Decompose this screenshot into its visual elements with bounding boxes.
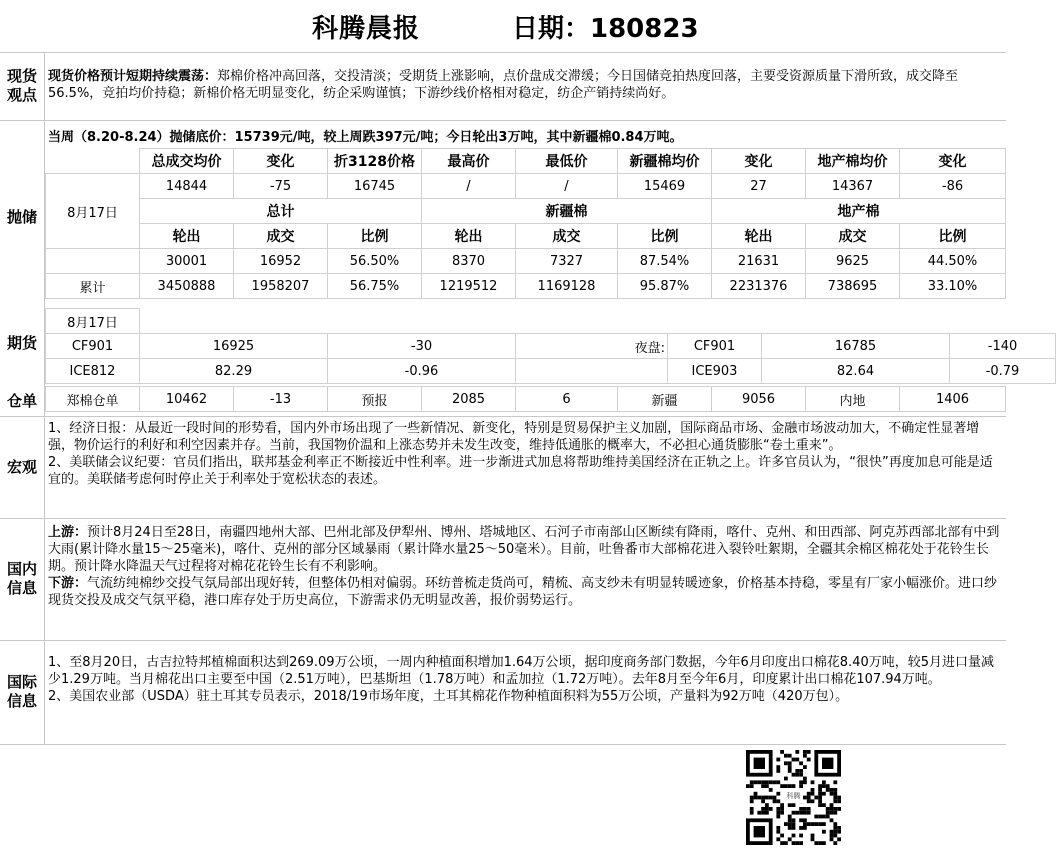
- reserve-cell: 738695: [806, 274, 900, 299]
- reserve-subhead: 轮出: [422, 224, 516, 249]
- reserve-head-cell: 变化: [900, 149, 1006, 174]
- warehouse-cell: 1406: [900, 387, 1006, 412]
- domestic-text: [48, 524, 1000, 609]
- reserve-cell: 56.50%: [328, 249, 422, 274]
- futures-change: -140: [950, 334, 1056, 359]
- reserve-head-cell: 最低价: [516, 149, 618, 174]
- downstream-label: 下游：: [48, 576, 88, 591]
- reserve-subhead: 轮出: [140, 224, 234, 249]
- futures-date: 8月17日: [46, 309, 140, 334]
- reserve-head-cell: 地产棉均价: [806, 149, 900, 174]
- futures-contract: ICE903: [668, 359, 762, 384]
- intl-text: [48, 654, 1000, 705]
- reserve-date: 8月17日: [46, 174, 140, 249]
- reserve-head-cell: 变化: [234, 149, 328, 174]
- warehouse-cell: 预报: [328, 387, 422, 412]
- empty-cell: [46, 149, 140, 174]
- reserve-subhead: 比例: [900, 224, 1006, 249]
- reserve-cell: 15469: [618, 174, 712, 199]
- reserve-head-cell: 变化: [712, 149, 806, 174]
- reserve-head-cell: 折3128价格: [328, 149, 422, 174]
- reserve-value-row: [46, 174, 1006, 199]
- futures-change: -30: [328, 334, 516, 359]
- report-header: [0, 0, 1006, 53]
- reserve-cell: 30001: [140, 249, 234, 274]
- empty-cell: [46, 249, 140, 274]
- warehouse-cell: 10462: [140, 387, 234, 412]
- futures-table: [45, 308, 1056, 384]
- macro-paragraph: 2、美联储会议纪要：官员们指出，联邦基金利率正不断接近中性利率。进一步渐进式加息将帮助维持美国经济在正轨之上。许多官员认为，“很快”再度加息可能是适宜的。美联储考虑何时停止关于利率处于宽松状态的表述。: [48, 455, 993, 487]
- reserve-cum-row: [46, 274, 1006, 299]
- reserve-head-row: [46, 149, 1006, 174]
- reserve-cell: 9625: [806, 249, 900, 274]
- warehouse-table: [45, 386, 1006, 412]
- spot-body: 郑棉价格冲高回落，交投清淡；受期货上涨影响，点价盘成交滞缓；今日国储竞拍热度回落，主要受资源质量下滑所致，成交降至56.5%，竞拍均价持稳；新棉价格无明显变化，纺企采购谨慎；下游纱线价格相对稳定，纺企产销持续尚好。: [48, 69, 959, 101]
- night-label: 夜盘:: [516, 334, 668, 359]
- downstream-text: 气流纺纯棉纱交投气氛局部出现好转，但整体仍相对偏弱。环纺普梳走货尚可，精梳、高支纱未有明显转暖迹象，价格基本持稳，零星有厂家小幅涨价。进口纱现货交投及成交气氛平稳，港口库存处于历史高位，下游需求仍无明显改善，报价弱势运行。: [48, 576, 998, 608]
- reserve-subhead: 比例: [328, 224, 422, 249]
- reserve-cell: 8370: [422, 249, 516, 274]
- spot-lead: 现货价格预计短期持续震荡：: [48, 69, 218, 84]
- futures-contract: ICE812: [46, 359, 140, 384]
- domestic-label: 国内 信息: [0, 518, 45, 640]
- empty-cell: [516, 359, 668, 384]
- domestic-downstream: [48, 575, 1000, 609]
- reserve-cell: 7327: [516, 249, 618, 274]
- reserve-head-cell: 新疆棉均价: [618, 149, 712, 174]
- futures-price: 82.64: [762, 359, 950, 384]
- reserve-cell: -75: [234, 174, 328, 199]
- reserve-cell: 2231376: [712, 274, 806, 299]
- domestic-upstream: [48, 524, 1000, 575]
- reserve-cell: 16952: [234, 249, 328, 274]
- macro-label: 宏观: [0, 416, 45, 518]
- reserve-cum-label: 累计: [46, 274, 140, 299]
- futures-change: -0.96: [328, 359, 516, 384]
- intl-label: 国际 信息: [0, 640, 45, 744]
- reserve-cell: 14367: [806, 174, 900, 199]
- futures-row: [46, 334, 1056, 359]
- reserve-cell: 95.87%: [618, 274, 712, 299]
- intl-section: [0, 640, 1006, 745]
- reserve-subhead: 成交: [234, 224, 328, 249]
- reserve-cell: 27: [712, 174, 806, 199]
- qr-code-graphic: [742, 750, 846, 846]
- macro-text: [48, 420, 1000, 488]
- spot-text: [48, 68, 1000, 102]
- reserve-cell: 21631: [712, 249, 806, 274]
- report-date: 日期：180823: [512, 14, 699, 44]
- reserve-cell: 1169128: [516, 274, 618, 299]
- upstream-text: 预计8月24日至28日，南疆四地州大部、巴州北部及伊犁州、博州、塔城地区、石河子市南部山区断续有降雨，喀什、克州、和田西部、阿克苏西部北部有中到大雨(累计降水量15～25毫米)，喀什、克州的部分区域暴雨（累计降水量25～50毫米）。目前，吐鲁番市大部棉花进入裂铃吐絮期，全疆其余棉区棉花处于花铃生长期。预计降水降温天气过程将对棉花花铃生长有不利影响。: [48, 525, 1000, 574]
- reserve-subhead: 比例: [618, 224, 712, 249]
- reserve-subhead: 成交: [806, 224, 900, 249]
- futures-price: 16785: [762, 334, 950, 359]
- reserve-cell: 16745: [328, 174, 422, 199]
- reserve-cell: 44.50%: [900, 249, 1006, 274]
- reserve-group-row: [46, 199, 1006, 224]
- futures-contract: CF901: [668, 334, 762, 359]
- intl-paragraph: 1、至8月20日，古吉拉特邦植棉面积达到269.09万公顷，一周内种植面积增加1.64万公顷，据印度商务部门数据，今年6月印度出口棉花8.40万吨，较5月进口量减少1.29万吨。当月棉花出口主要至中国（2.51万吨），巴基斯坦（1.78万吨）和孟加拉（1.72万吨）。去年8月至今年6月，印度累计出口棉花107.94万吨。: [48, 655, 995, 687]
- group-local: 地产棉: [712, 199, 1006, 224]
- spot-section: [0, 52, 1006, 121]
- reserve-subhead-row: [46, 224, 1006, 249]
- warehouse-cell: 新疆: [618, 387, 712, 412]
- reserve-cell: /: [422, 174, 516, 199]
- warehouse-row: [46, 387, 1006, 412]
- warehouse-cell: -13: [234, 387, 328, 412]
- reserve-today-row: [46, 249, 1006, 274]
- reserve-head-cell: 总成交均价: [140, 149, 234, 174]
- macro-paragraph: 1、经济日报：从最近一段时间的形势看，国内外市场出现了一些新情况、新变化，特别是贸易保护主义加剧，国际商品市场、金融市场波动加大，不确定性显著增强，物价运行的利好和利空因素并存。当前，我国物价温和上涨态势并未发生改变，维持低通胀的概率大，不必担心通货膨胀“卷土重来”。: [48, 421, 980, 453]
- reserve-cell: /: [516, 174, 618, 199]
- reserve-subhead: 轮出: [712, 224, 806, 249]
- futures-contract: CF901: [46, 334, 140, 359]
- futures-price: 16925: [140, 334, 328, 359]
- futures-change: -0.79: [950, 359, 1056, 384]
- group-total: 总计: [140, 199, 422, 224]
- reserve-head-cell: 最高价: [422, 149, 516, 174]
- reserve-cell: 1958207: [234, 274, 328, 299]
- warehouse-label: 仓单: [6, 392, 37, 410]
- warehouse-cell: 9056: [712, 387, 806, 412]
- reserve-subhead: 成交: [516, 224, 618, 249]
- empty-cell: [140, 309, 1056, 334]
- futures-date-row: [46, 309, 1056, 334]
- spot-label: 现货 观点: [0, 52, 45, 120]
- reserve-cell: 56.75%: [328, 274, 422, 299]
- qr-code-icon: [742, 750, 846, 846]
- domestic-section: [0, 518, 1006, 641]
- futures-price: 82.29: [140, 359, 328, 384]
- report-title: 科腾晨报: [312, 14, 421, 44]
- reserve-summary: 当周（8.20-8.24）抛储底价：15739元/吨，较上周跌397元/吨；今日轮出3万吨，其中新疆棉0.84万吨。: [48, 130, 683, 145]
- reserve-cell: -86: [900, 174, 1006, 199]
- qr-caption: 科腾: [786, 791, 801, 800]
- reserve-cell: 14844: [140, 174, 234, 199]
- reserve-cell: 87.54%: [618, 249, 712, 274]
- group-xinjiang: 新疆棉: [422, 199, 712, 224]
- market-block: [0, 120, 1020, 417]
- futures-row: [46, 359, 1056, 384]
- upstream-label: 上游：: [48, 525, 88, 540]
- reserve-cell: 3450888: [140, 274, 234, 299]
- reserve-table: [45, 148, 1006, 299]
- warehouse-cell: 6: [516, 387, 618, 412]
- reserve-label: 抛储: [6, 208, 37, 226]
- warehouse-cell: 郑棉仓单: [46, 387, 140, 412]
- warehouse-cell: 内地: [806, 387, 900, 412]
- intl-paragraph: 2、美国农业部（USDA）驻土耳其专员表示，2018/19市场年度，土耳其棉花作物种植面积料为55万公顷，产量料为92万吨（420万包）。: [48, 689, 849, 704]
- futures-label: 期货: [6, 334, 37, 352]
- warehouse-cell: 2085: [422, 387, 516, 412]
- reserve-cell: 1219512: [422, 274, 516, 299]
- macro-section: [0, 416, 1006, 519]
- reserve-cell: 33.10%: [900, 274, 1006, 299]
